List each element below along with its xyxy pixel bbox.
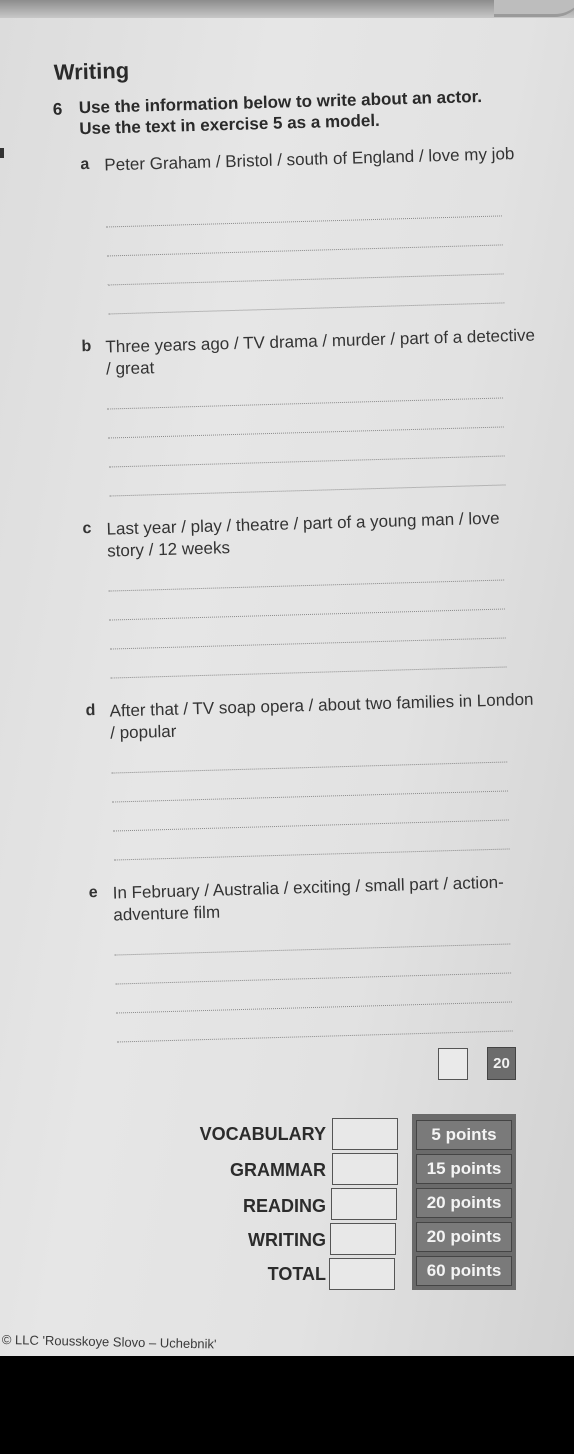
answer-line[interactable] [108, 273, 504, 285]
vocabulary-score-box[interactable] [332, 1118, 398, 1150]
answer-line[interactable] [108, 426, 504, 438]
points-column [412, 1114, 516, 1290]
task-score-box[interactable] [438, 1048, 468, 1080]
task-6 [52, 85, 513, 139]
answer-line[interactable] [110, 484, 506, 496]
task-max-score: 20 [487, 1047, 516, 1080]
writing-score-box[interactable] [330, 1223, 396, 1255]
item-prompt: After that / TV soap opera / about two families in London / popular [109, 689, 534, 743]
answer-line[interactable] [110, 637, 506, 649]
score-label: READING [242, 1196, 326, 1216]
item-letter: a [80, 155, 90, 174]
score-label: WRITING [248, 1230, 326, 1250]
score-label: VOCABULARY [199, 1124, 326, 1144]
answer-line[interactable] [109, 455, 505, 467]
answer-line[interactable] [109, 609, 505, 621]
answer-line[interactable] [116, 1001, 512, 1013]
item-prompt: Three years ago / TV drama / murder / part of a detective / great [105, 325, 536, 379]
section-title: Writing [53, 57, 130, 85]
task-instruction: Use the information below to write about an actor. Use the text in exercise 5 as a model. [78, 86, 483, 139]
answer-line[interactable] [111, 761, 507, 773]
points-cell: 15 points [416, 1154, 512, 1184]
item-e [88, 871, 538, 925]
answer-line[interactable] [108, 580, 504, 592]
answer-line[interactable] [109, 302, 505, 314]
total-score-box[interactable] [329, 1258, 395, 1290]
grammar-score-box[interactable] [332, 1153, 398, 1185]
item-prompt: Last year / play / theatre / part of a young man / love story / 12 weeks [106, 508, 500, 561]
page-edge [0, 0, 574, 18]
item-prompt: Peter Graham / Bristol / south of England / love my job [104, 144, 515, 175]
item-letter: c [82, 520, 92, 538]
item-letter: e [88, 883, 98, 902]
answer-line[interactable] [113, 819, 509, 831]
item-c [82, 507, 532, 561]
answer-line[interactable] [114, 943, 510, 955]
answer-line[interactable] [117, 1030, 513, 1042]
points-cell: 60 points [416, 1256, 512, 1286]
item-d [85, 689, 535, 743]
item-letter: b [81, 337, 92, 356]
answer-line[interactable] [106, 215, 502, 227]
item-letter: d [85, 701, 96, 720]
answer-line[interactable] [115, 972, 511, 984]
answer-line[interactable] [111, 666, 507, 678]
page-curl [494, 0, 574, 17]
item-b [81, 325, 536, 379]
points-cell: 5 points [416, 1120, 512, 1150]
points-cell: 20 points [416, 1188, 512, 1218]
copyright-footer: © LLC 'Rousskoye Slovo – Uchebnik' [1, 1332, 217, 1352]
item-a [80, 143, 530, 175]
score-label: TOTAL [267, 1264, 326, 1284]
answer-line[interactable] [114, 848, 510, 860]
item-prompt: In February / Australia / exciting / small part / action-adventure film [112, 872, 505, 925]
answer-line[interactable] [107, 397, 503, 409]
margin-mark [0, 148, 4, 158]
points-cell: 20 points [416, 1222, 512, 1252]
answer-line[interactable] [107, 244, 503, 256]
answer-line[interactable] [112, 790, 508, 802]
task-number: 6 [52, 99, 63, 119]
score-label: GRAMMAR [230, 1160, 326, 1180]
reading-score-box[interactable] [331, 1188, 397, 1220]
